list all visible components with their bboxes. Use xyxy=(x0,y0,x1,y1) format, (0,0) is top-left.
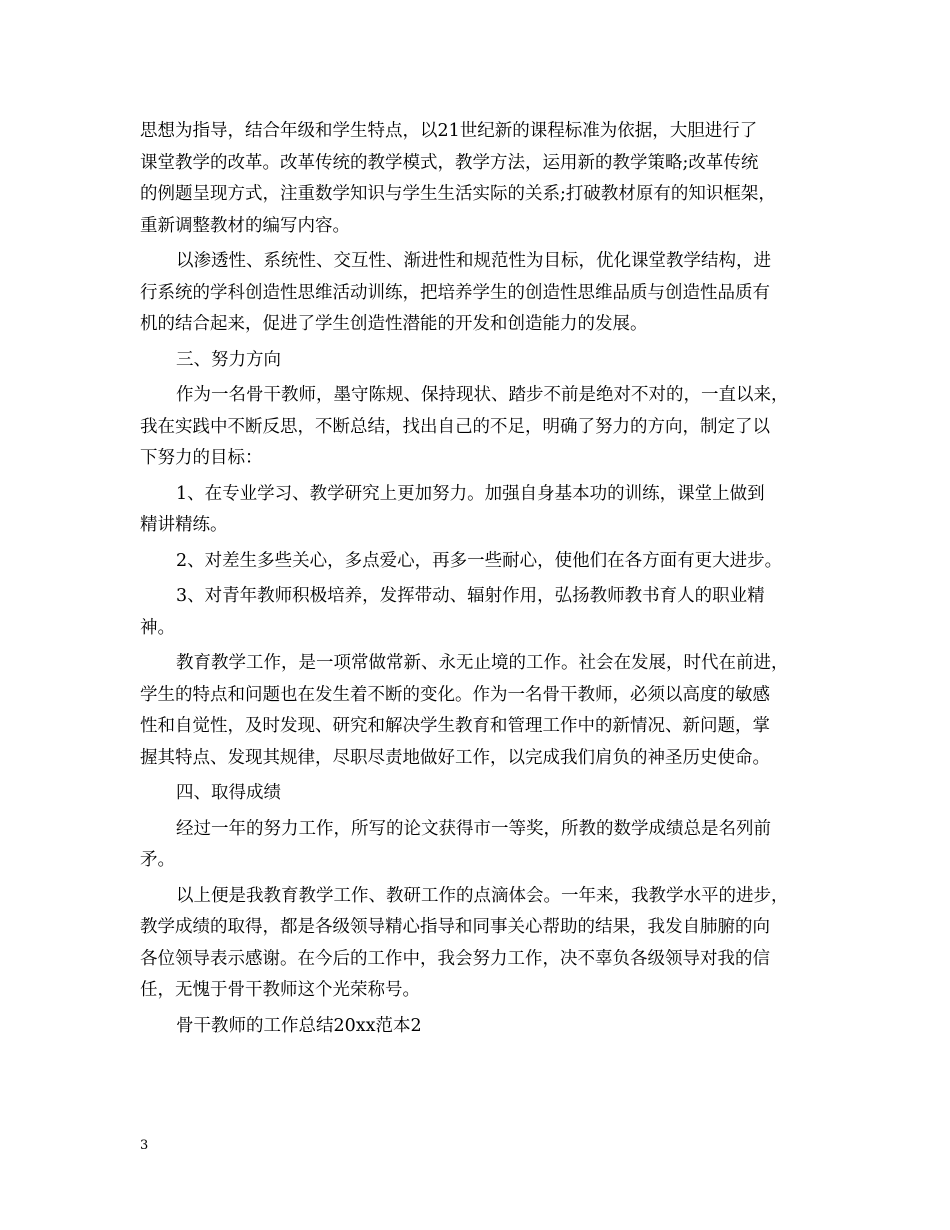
document-body xyxy=(140,116,830,1042)
page-number: 3 xyxy=(140,1138,149,1153)
list-item xyxy=(140,581,830,644)
list-item xyxy=(140,546,830,578)
text-line: 任，无愧于骨干教师这个光荣称号。 xyxy=(140,980,420,1000)
text-line: 教育教学工作，是一项常做常新、永无止境的工作。社会在发展，时代在前进， xyxy=(176,653,789,673)
text-line: 3、对青年教师积极培养，发挥带动、辐射作用，弘扬教师教书育人的职业精 xyxy=(176,586,765,606)
text-line: 课堂教学的改革。改革传统的教学模式，教学方法，运用新的教学策略;改革传统 xyxy=(140,152,759,173)
text-line: 学生的特点和问题也在发生着不断的变化。作为一名骨干教师，必须以高度的敏感 xyxy=(140,684,770,705)
section-heading xyxy=(140,345,830,377)
text-line: 握其特点、发现其规律，尽职尽责地做好工作，以完成我们肩负的神圣历史使命。 xyxy=(140,747,770,768)
text-line: 机的结合起来，促进了学生创造性潜能的开发和创造能力的发展。 xyxy=(140,314,648,334)
text-line: 性和自觉性，及时发现、研究和解决学生教育和管理工作中的新情况、新问题，掌 xyxy=(140,716,770,736)
text-line: 思想为指导，结合年级和学生特点，以21世纪新的课程标准为依据，大胆进行了 xyxy=(140,121,758,141)
text-line: 以上便是我教育教学工作、教研工作的点滴体会。一年来，我教学水平的进步， xyxy=(176,885,789,906)
paragraph xyxy=(140,246,830,341)
text-line: 重新调整教材的编写内容。 xyxy=(140,215,350,236)
paragraph xyxy=(140,814,830,877)
text-line: 神。 xyxy=(140,617,175,638)
text-line: 以渗透性、系统性、交互性、渐进性和规范性为目标，优化课堂教学结构，进 xyxy=(176,251,771,271)
section-heading xyxy=(140,778,830,810)
paragraph xyxy=(140,881,830,1007)
text-line: 各位领导表示感谢。在今后的工作中，我会努力工作，决不辜负各级领导对我的信 xyxy=(140,948,770,969)
sub-title-text: 骨干教师的工作总结20xx范本2 xyxy=(176,1015,422,1036)
section-heading-text: 四、取得成绩 xyxy=(176,783,281,803)
text-line: 的例题呈现方式，注重数学知识与学生生活实际的关系;打破教材原有的知识框架， xyxy=(140,184,776,204)
paragraph xyxy=(140,380,830,475)
sub-title xyxy=(140,1011,830,1043)
paragraph xyxy=(140,648,830,774)
text-line: 下努力的目标： xyxy=(140,448,263,468)
text-line: 教学成绩的取得，都是各级领导精心指导和同事关心帮助的结果，我发自肺腑的向 xyxy=(140,917,770,937)
text-line: 作为一名骨干教师，墨守陈规、保持现状、踏步不前是绝对不对的，一直以来， xyxy=(176,385,789,405)
text-line: 经过一年的努力工作，所写的论文获得市一等奖，所教的数学成绩总是名列前 xyxy=(176,818,771,839)
text-line: 1、在专业学习、教学研究上更加努力。加强自身基本功的训练，课堂上做到 xyxy=(176,483,765,504)
text-line: 矛。 xyxy=(140,850,175,870)
text-line: 2、对差生多些关心，多点爱心，再多一些耐心，使他们在各方面有更大进步。 xyxy=(176,550,783,571)
paragraph xyxy=(140,116,830,242)
text-line: 我在实践中不断反思，不断总结，找出自己的不足，明确了努力的方向，制定了以 xyxy=(140,416,770,437)
text-line: 精讲精练。 xyxy=(140,515,228,535)
list-item xyxy=(140,479,830,542)
section-heading-text: 三、努力方向 xyxy=(176,349,281,370)
text-line: 行系统的学科创造性思维活动训练，把培养学生的创造性思维品质与创造性品质有 xyxy=(140,282,770,303)
